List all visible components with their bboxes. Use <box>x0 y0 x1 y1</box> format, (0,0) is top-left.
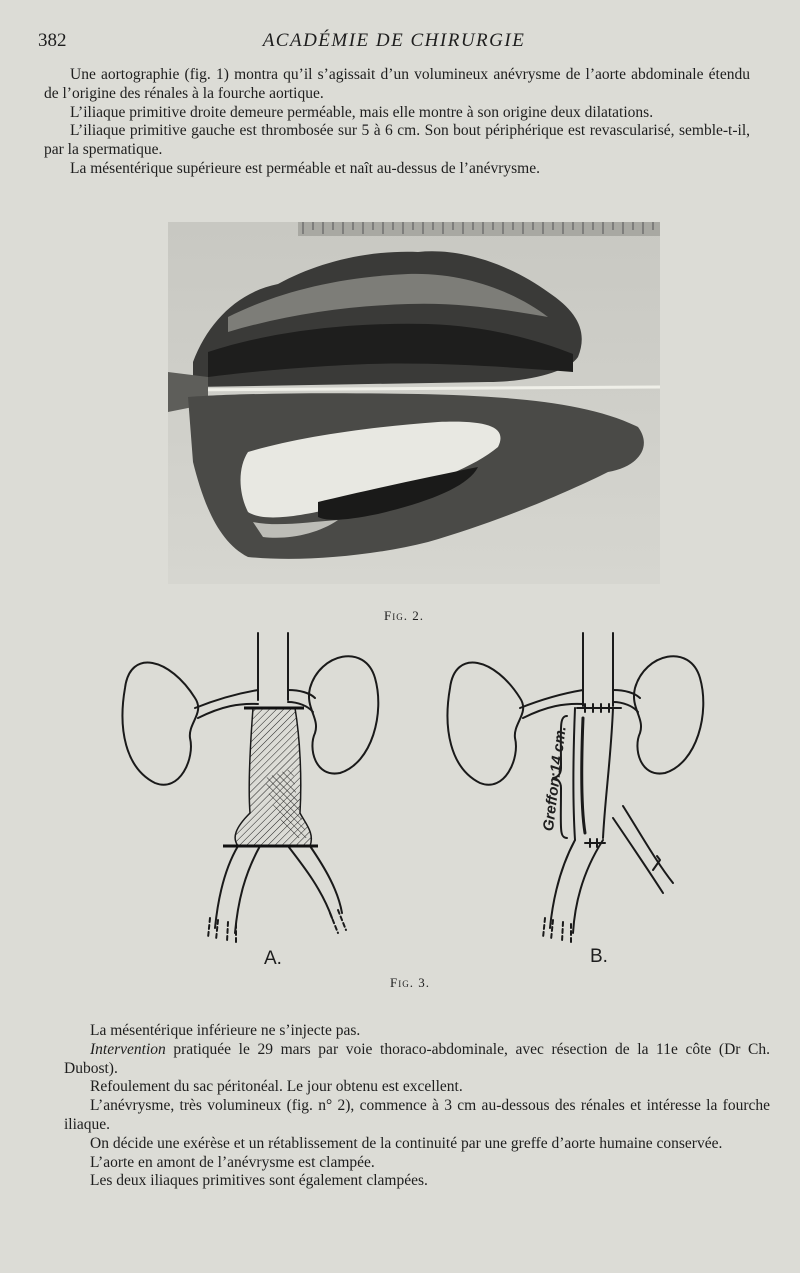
bottom-text-block <box>64 1022 770 1191</box>
page-number: 382 <box>38 30 67 51</box>
page-header <box>38 30 750 56</box>
paragraph: La mésentérique inférieure ne s’injecte pas. <box>90 1022 361 1039</box>
figure-3-caption: Fig. 3. <box>390 975 430 990</box>
figure-3-label-b: B. <box>590 946 608 967</box>
greffon-label: Greffon:14 cm. <box>540 725 570 833</box>
paragraph <box>64 1041 770 1079</box>
paragraph: Les deux iliaques primitives sont également clampées. <box>90 1172 428 1190</box>
paragraph: La mésentérique supérieure est perméable et naît au-dessus de l’anévrysme. <box>70 159 540 177</box>
paragraph: L’aorte en amont de l’anévrysme est clampée. <box>90 1153 375 1171</box>
top-text-block <box>44 66 750 179</box>
paragraph: On décide une exérèse et un rétablissement de la continuité par une greffe d’aorte humaine conservée. <box>90 1134 723 1152</box>
paragraph: L’anévrysme, très volumineux (fig. n° 2), commence à 3 cm au-dessous des rénales et intéresse la fourche iliaque. <box>64 1097 770 1133</box>
figure-2-caption: Fig. 2. <box>384 608 424 623</box>
specimen-photograph <box>168 222 660 584</box>
paragraph: Une aortographie (fig. 1) montra qu’il s’agissait d’un volumineux anévrysme de l’aorte abdominale étendu de l’origine des rénales à la fourche aortique. <box>44 66 750 102</box>
running-title: ACADÉMIE DE CHIRURGIE <box>262 30 526 51</box>
paragraph: Refoulement du sac péritonéal. Le jour obtenu est excellent. <box>90 1078 463 1096</box>
figure-3-diagram <box>110 628 710 973</box>
paragraph-text: pratiquée le 29 mars par voie thoraco-abdominale, avec résection de la 11e côte (Dr Ch. Dubost). <box>64 1040 770 1077</box>
paragraph: L’iliaque primitive droite demeure perméable, mais elle montre à son origine deux dilatations. <box>70 103 654 121</box>
figure-3-label-a: A. <box>264 948 282 969</box>
intervention-label: Intervention <box>90 1040 166 1058</box>
paragraph: L’iliaque primitive gauche est thrombosée sur 5 à 6 cm. Son bout périphérique est revascularisé, semble-t-il, par la spermatique. <box>44 122 750 159</box>
